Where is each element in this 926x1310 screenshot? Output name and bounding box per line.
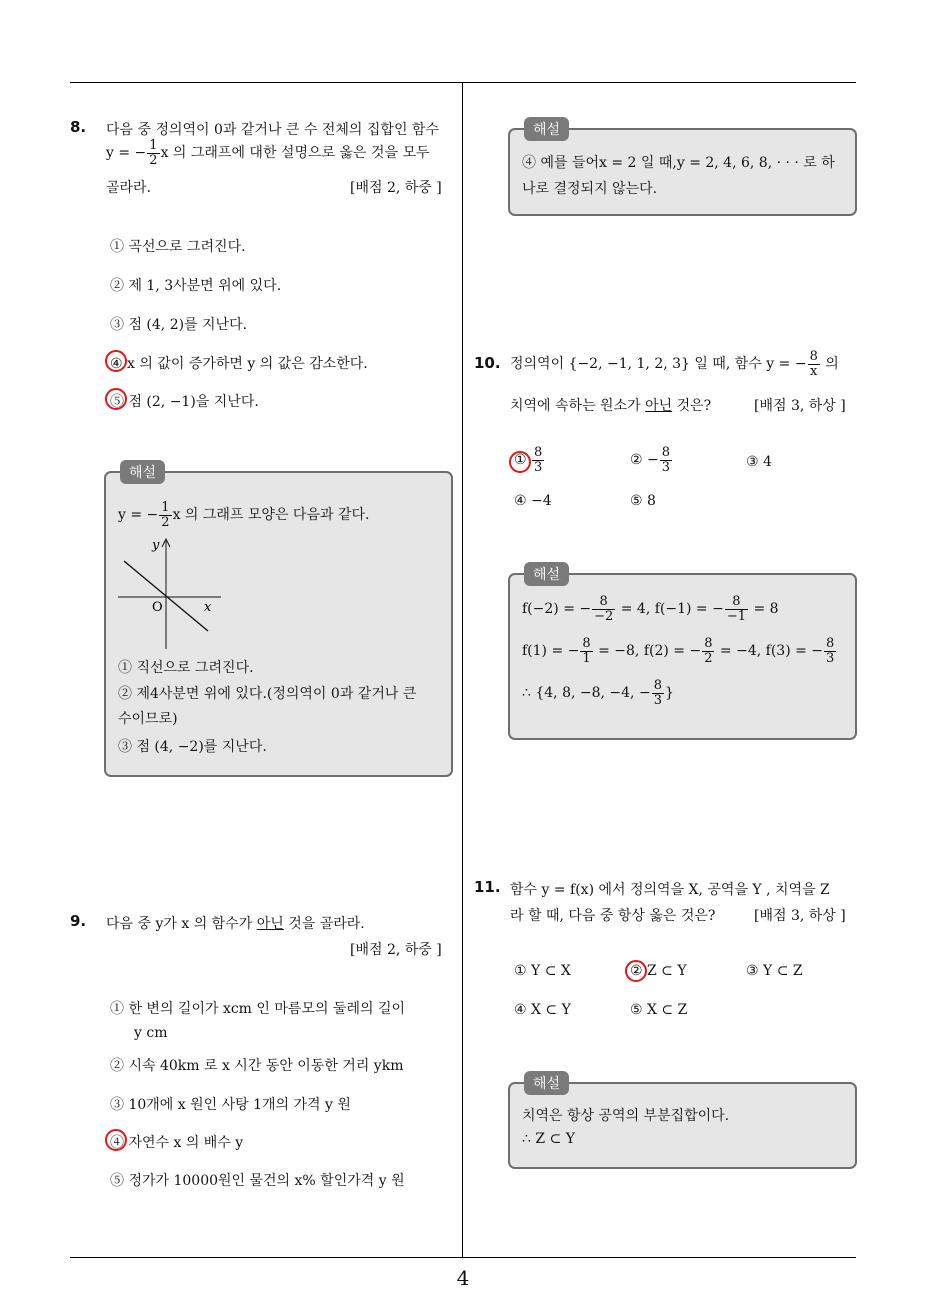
solution-tag: 해설 — [120, 460, 165, 484]
option-4[interactable]: ④ X ⊂ Y — [514, 1002, 571, 1018]
option-2[interactable]: ② Z ⊂ Y — [630, 963, 687, 979]
option-1[interactable]: ① 한 변의 길이가 xcm 인 마름모의 둘레의 길이 — [110, 1001, 405, 1017]
column-divider — [462, 83, 463, 1258]
option-1[interactable]: ① Y ⊂ X — [514, 963, 571, 979]
solution-tag: 해설 — [524, 117, 569, 141]
solution-text: ④ 예를 들어x = 2 일 때,y = 2, 4, 6, 8, · · · 로 하 — [522, 155, 835, 171]
option-2[interactable]: ② 제 1, 3사분면 위에 있다. — [110, 278, 282, 294]
x-axis-label: x — [204, 600, 212, 615]
solution-formula-line: f(−2) = − $\frac{8}{-2}$ = 4, f(−1) = − $\frac{8}{-1}$ = 8 — [522, 594, 779, 624]
top-rule — [70, 82, 856, 83]
question-text: 함수 y = f(x) 에서 정의역을 X, 공역을 Y , 치역을 Z — [510, 882, 830, 898]
answer-circle-mark — [509, 451, 531, 473]
solution-box-9 — [508, 122, 857, 216]
solution-text: ③ 점 (4, −2)를 지난다. — [118, 739, 267, 755]
origin-label: O — [152, 600, 163, 615]
option-4[interactable]: ④ −4 — [514, 493, 552, 509]
option-5[interactable]: ⑤ X ⊂ Z — [630, 1002, 688, 1018]
question-text: 라 할 때, 다음 중 항상 옳은 것은? — [510, 908, 716, 924]
option-2[interactable]: ② 시속 40km 로 x 시간 동안 이동한 거리 ykm — [110, 1058, 404, 1074]
option-1-continued: y cm — [134, 1025, 168, 1041]
solution-box-10 — [508, 567, 857, 740]
option-3[interactable]: ③ Y ⊂ Z — [746, 963, 803, 979]
option-1[interactable]: ① $\frac{8}{3}$ — [514, 445, 543, 475]
solution-text: 수이므로) — [118, 711, 178, 727]
question-text: 치역에 속하는 원소가 아닌 것은? — [510, 398, 712, 414]
solution-text: ① 직선으로 그려진다. — [118, 660, 254, 676]
question-number: 11. — [474, 878, 501, 896]
fraction: $\frac{8}{x}$ — [809, 349, 818, 379]
solution-tag: 해설 — [524, 562, 569, 586]
answer-circle-mark — [105, 388, 127, 410]
y-axis-label: y — [152, 538, 160, 553]
option-1[interactable]: ① 곡선으로 그려진다. — [110, 239, 246, 255]
solution-text: ② 제4사분면 위에 있다.(정의역이 0과 같거나 큰 — [118, 686, 417, 702]
solution-formula-line: f(1) = − $\frac{8}{1}$ = −8, f(2) = − $\frac{8}{2}$ = −4, f(3) = − $\frac{8}{3}$ — [522, 636, 835, 666]
function-graph — [116, 537, 226, 653]
fraction: $\frac{8}{-2}$ — [594, 594, 614, 624]
question-formula-line: 정의역이 {−2, −1, 1, 2, 3} 일 때, 함수 y = − $\frac{8}{x}$ 의 — [510, 349, 839, 379]
question-number: 10. — [474, 354, 501, 372]
question-text: 골라라. — [106, 180, 152, 196]
solution-formula-line: ∴ {4, 8, −8, −4, − $\frac{8}{3}$ } — [522, 678, 674, 708]
question-number: 8. — [70, 118, 87, 136]
fraction: $\frac{8}{1}$ — [582, 636, 591, 666]
fraction: $\frac{8}{3}$ — [661, 445, 671, 475]
score-label: [배점 3, 하상 ] — [754, 908, 846, 924]
answer-circle-mark — [625, 960, 647, 982]
solution-text: 나로 결정되지 않는다. — [522, 181, 658, 197]
option-4[interactable]: ④ 자연수 x 의 배수 y — [110, 1135, 244, 1151]
option-3[interactable]: ③ 4 — [746, 454, 772, 470]
answer-circle-mark — [105, 1129, 127, 1151]
question-formula-line: y = − $\frac{1}{2}$ x 의 그래프에 대한 설명으로 옳은 것을 모두 — [106, 138, 430, 168]
page-number: 4 — [456, 1266, 470, 1290]
solution-box-11 — [508, 1076, 857, 1169]
question-number: 9. — [70, 912, 87, 930]
question-text: 다음 중 정의역이 0과 같거나 큰 수 전체의 집합인 함수 — [106, 122, 439, 138]
solution-text: ∴ Z ⊂ Y — [522, 1131, 575, 1147]
fraction: $\frac{8}{2}$ — [704, 636, 713, 666]
solution-text: 치역은 항상 공역의 부분집합이다. — [522, 1108, 730, 1124]
fraction: $\frac{1}{2}$ — [161, 500, 170, 530]
score-label: [배점 2, 하중 ] — [350, 942, 442, 958]
option-3[interactable]: ③ 점 (4, 2)를 지난다. — [110, 317, 248, 333]
option-5[interactable]: ⑤ 점 (2, −1)을 지난다. — [110, 394, 259, 410]
score-label: [배점 3, 하상 ] — [754, 398, 846, 414]
fraction: $\frac{8}{3}$ — [534, 445, 543, 475]
question-text: 다음 중 y가 x 의 함수가 아닌 것을 골라라. — [106, 916, 365, 932]
solution-formula-line: y = − $\frac{1}{2}$ x 의 그래프 모양은 다음과 같다. — [118, 500, 370, 530]
option-5[interactable]: ⑤ 8 — [630, 493, 656, 509]
bottom-rule — [70, 1257, 856, 1258]
fraction: $\frac{8}{3}$ — [653, 678, 662, 708]
answer-circle-mark — [105, 350, 127, 372]
fraction: $\frac{8}{3}$ — [826, 636, 835, 666]
solution-box-8 — [104, 465, 453, 777]
fraction: $\frac{1}{2}$ — [149, 138, 158, 168]
score-label: [배점 2, 하중 ] — [350, 180, 442, 196]
option-5[interactable]: ⑤ 정가가 10000원인 물건의 x% 할인가격 y 원 — [110, 1173, 405, 1189]
option-4[interactable]: ④ x 의 값이 증가하면 y 의 값은 감소한다. — [110, 356, 368, 372]
option-2[interactable]: ② − $\frac{8}{3}$ — [630, 445, 671, 475]
fraction: $\frac{8}{-1}$ — [726, 594, 746, 624]
solution-tag: 해설 — [524, 1071, 569, 1095]
option-3[interactable]: ③ 10개에 x 원인 사탕 1개의 가격 y 원 — [110, 1097, 351, 1113]
